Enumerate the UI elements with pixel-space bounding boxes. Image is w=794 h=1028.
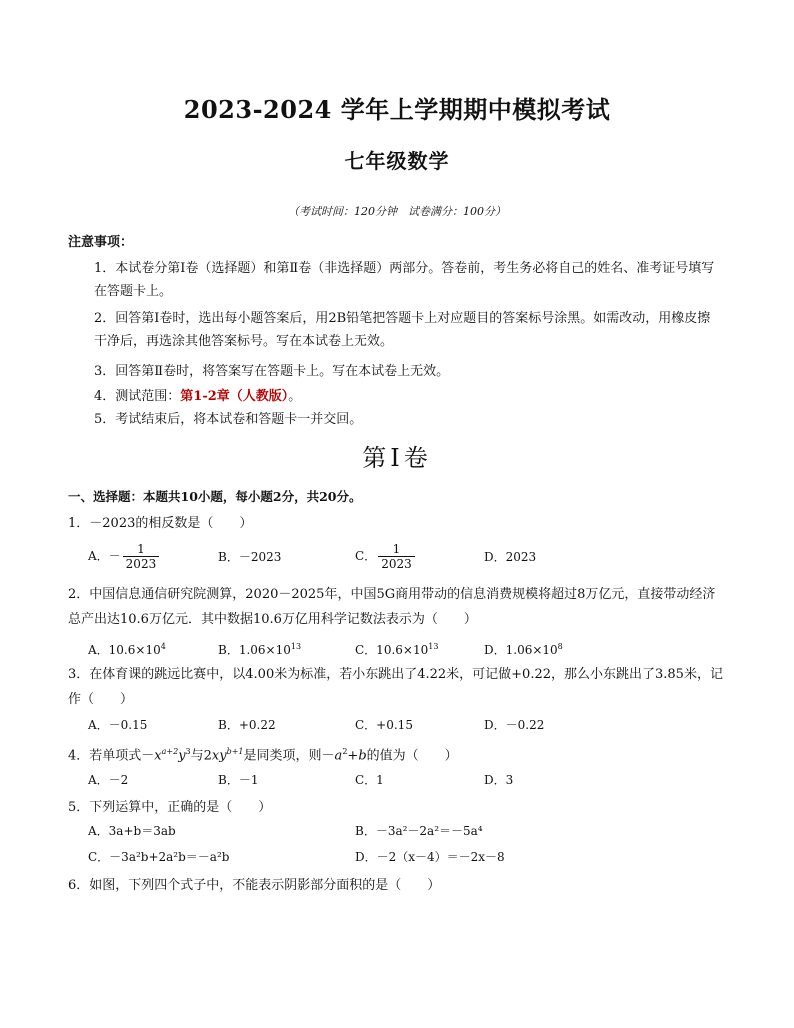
range-prefix: 4．测试范围： <box>94 389 181 404</box>
question-5-option-c: C．－3a²b+2a²b＝－a²b <box>88 850 230 864</box>
question-1-option-c: C． $\frac{1}{2023}$ <box>355 542 415 571</box>
question-3-stem: 3．在体育课的跳远比赛中，以4.00米为标准，若小东跳出了4.22米，可记做+0.22，那么小东跳出了3.85米，记作（ ） <box>68 667 723 707</box>
note-item <box>68 257 723 303</box>
question-3-option-a: A．－0.15 <box>88 718 148 732</box>
question-1-stem: 1．－2023的相反数是（ ） <box>68 516 253 531</box>
section-heading: 一、选择题：本题共10小题，每小题2分，共20分。 <box>68 489 362 504</box>
fraction: $\frac{1}{2023}$ <box>378 542 415 571</box>
question-4-option-d: D．3 <box>484 773 514 787</box>
range-suffix: 。 <box>288 389 302 404</box>
question-5-option-a: A．3a+b＝3ab <box>88 824 176 838</box>
question-4-stem: 4．若单项式$-x^{a+2}y^3$与$2xy^{b+1}$是同类项，则$-a^2+b$的值为（ ） <box>68 747 458 764</box>
volume-title: 第Ⅰ卷 <box>362 444 432 472</box>
fraction: $\frac{1}{2023}$ <box>123 542 160 571</box>
question-4-option-b: B．－1 <box>218 773 259 787</box>
question-4-option-a: A．－2 <box>88 773 129 787</box>
exam-subject: 七年级数学 <box>344 149 450 173</box>
question-4-option-c: C．1 <box>355 773 384 787</box>
exam-info: （考试时间：120分钟 试卷满分：100分） <box>288 205 506 218</box>
question-3-option-b: B．+0.22 <box>218 718 276 732</box>
range-value: 第1-2章（人教版） <box>180 389 289 404</box>
question-5-stem: 5．下列运算中，正确的是（ ） <box>68 800 272 815</box>
notes-heading: 注意事项： <box>68 235 134 250</box>
note-text: 5．考试结束后，将本试卷和答题卡一并交回。 <box>94 412 363 427</box>
question-2-option-a: A．$10.6\times 10^4$ <box>88 642 166 657</box>
question-2-stem: 2．中国信息通信研究院测算，2020－2025年，中国5G商用带动的信息消费规模将超过8万亿元，直接带动经济总产出达10.6万亿元．其中数据10.6万亿用科学记数法表示为（ ） <box>68 587 716 627</box>
question-2-option-d: D．$1.06\times 10^8$ <box>484 642 563 657</box>
note-item <box>68 408 723 431</box>
note-item-range <box>68 385 723 408</box>
question-1-option-d: D．2023 <box>484 550 537 564</box>
question-2-option-c: C．$10.6\times 10^{13}$ <box>355 642 439 657</box>
question-3-option-c: C．+0.15 <box>355 718 413 732</box>
question-5-option-d: D．－2（x－4）＝－2x－8 <box>355 850 505 864</box>
note-item <box>68 307 723 353</box>
note-text: 3．回答第Ⅱ卷时，将答案写在答题卡上。写在本试卷上无效。 <box>94 364 450 379</box>
question-1-option-b: B．－2023 <box>218 550 282 564</box>
note-text: 1．本试卷分第Ⅰ卷（选择题）和第Ⅱ卷（非选择题）两部分。答卷前，考生务必将自己的姓名、准考证号填写在答题卡上。 <box>94 261 715 299</box>
question-5-option-b: B．－3a²－2a²＝－5a⁴ <box>355 824 483 838</box>
question-1-option-a: A．－ $\frac{1}{2023}$ <box>88 542 159 571</box>
question-3-option-d: D．－0.22 <box>484 718 545 732</box>
note-text: 2．回答第Ⅰ卷时，选出每小题答案后，用2B铅笔把答题卡上对应题目的答案标号涂黑。如需改动，用橡皮擦干净后，再选涂其他答案标号。写在本试卷上无效。 <box>94 311 711 349</box>
exam-title: 2023-2024 学年上学期期中模拟考试 <box>183 95 611 124</box>
note-item <box>68 360 723 383</box>
question-6-stem: 6．如图，下列四个式子中，不能表示阴影部分面积的是（ ） <box>68 878 441 893</box>
question-2-option-b: B．$1.06\times 10^{13}$ <box>218 642 302 657</box>
